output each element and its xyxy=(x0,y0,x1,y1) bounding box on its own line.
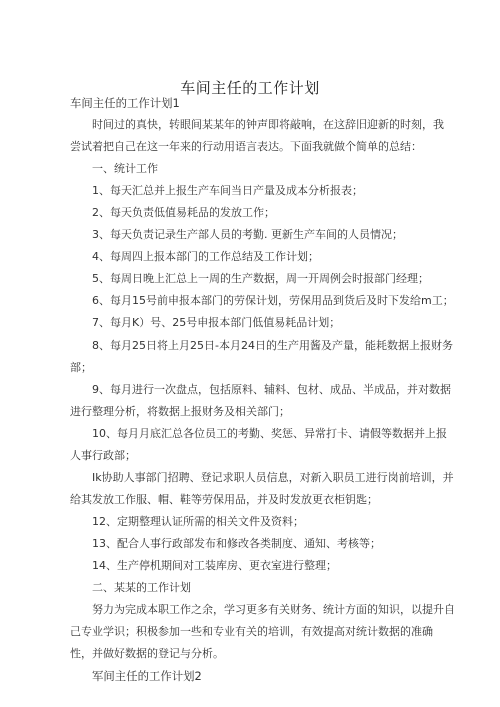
body-text-line: 3、每天负责记录生产部人员的考勤. 更新生产车间的人员情况； xyxy=(92,228,403,241)
body-text-line: 努力为完成本职工作之余，学习更多有关财务、统计方面的知识，以提升自 xyxy=(92,603,455,616)
body-text-line: 一、统计工作 xyxy=(92,162,158,175)
body-text-line: 1、每天汇总并上报生产车间当日产量及成本分析报表； xyxy=(92,184,363,197)
body-text-line: 8、每月25日将上月25日-本月24日的生产用酱及产量，能耗数据上报财务 xyxy=(92,339,453,352)
body-text-line: 人事行政部； xyxy=(70,449,136,462)
body-text-line: 尝试着把自己在这一年来的行动用语言表达。下面我就做个简单的总结： xyxy=(70,140,422,153)
body-text-line: 13、配合人事行政部发布和修改各类制度、通知、考核等； xyxy=(92,537,381,550)
body-text-line: 己专业学识；积极参加一些和专业有关的培训，有效提高对统计数据的准确 xyxy=(70,625,433,638)
body-text-line: 14、生产停机期间对工装库房、更衣室进行整理； xyxy=(92,559,337,572)
body-text-line: 10、每月月底汇总各位员工的考勤、奖惩、异常打卡、请假等数据并上报 xyxy=(92,427,447,440)
body-text-line: 给其发放工作服、帽、鞋等劳保用品，并及时发放更衣柜钥匙； xyxy=(70,493,378,506)
body-text-line: 部； xyxy=(70,361,92,374)
body-text-line: Ik协助人事部门招聘、登记求职人员信息，对新入职员工进行岗前培训，并 xyxy=(92,471,454,484)
body-text-line: 12、定期整理认证所需的相关文件及资料； xyxy=(92,515,304,528)
body-text-line: 性，并做好数据的登记与分析。 xyxy=(70,647,224,660)
body-text-line: 2、每天负责低值易耗品的发放工作； xyxy=(92,206,275,219)
body-text-line: 5、每周日晚上汇总上一周的生产数据，周一开周例会时报部门经理； xyxy=(92,272,429,285)
section-heading: 车间主任的工作计划1 xyxy=(70,96,180,110)
body-text-line: 7、每月K）号、25号申报本部门低值易耗品计划； xyxy=(92,316,341,329)
body-text-line: 进行整理分析，将数据上报财务及相关部门； xyxy=(70,405,290,418)
body-text-line: 二、某某的工作计划 xyxy=(92,581,191,594)
body-text-line: 时间过的真快，转眼间某某年的钟声即将敲响，在这辞旧迎新的时刻，我 xyxy=(92,118,444,131)
document-title: 车间主任的工作计划 xyxy=(180,79,320,97)
body-text-line: 9、每月进行一次盘点，包括原料、辅料、包材、成品、半成品，并对数据 xyxy=(92,383,451,396)
body-text-line: 6、每月15号前申报本部门的劳保计划，劳保用品到货后及时下发给m工； xyxy=(92,294,454,307)
body-text-line: 4、每周四上报本部门的工作总结及工作计划； xyxy=(92,250,319,263)
section-heading: 军间主任的工作计划2 xyxy=(92,669,202,683)
